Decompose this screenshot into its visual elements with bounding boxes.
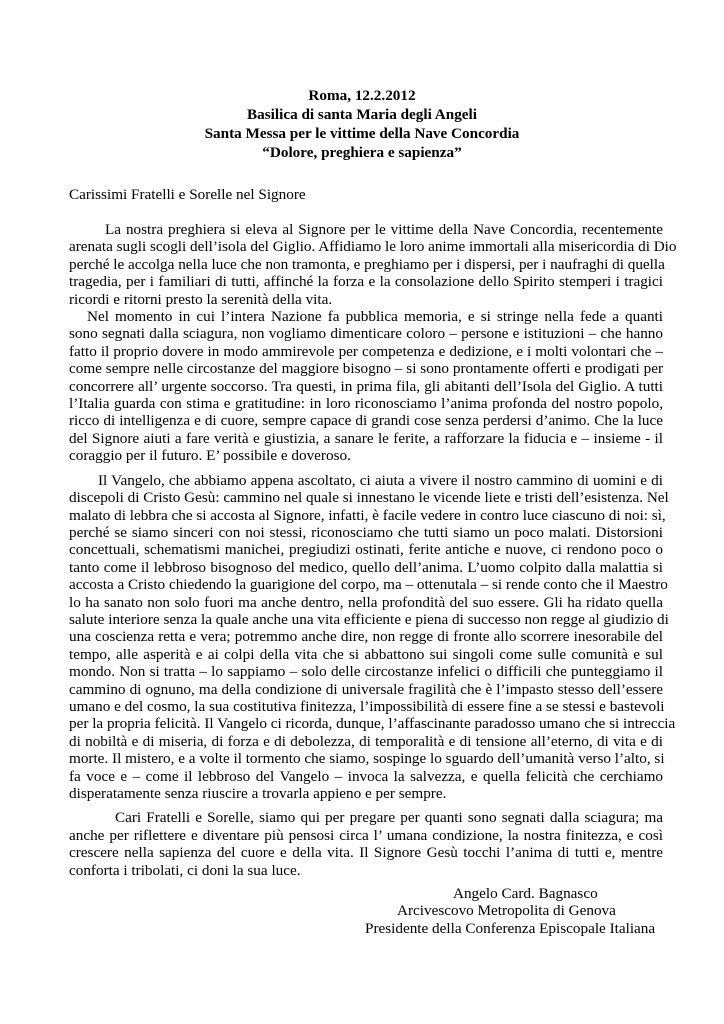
- text-line: tragedia, per i familiari di tutti, affinché la forza e la consolazione dello Spirito stemperi i tragici: [69, 273, 663, 291]
- paragraph-1: [69, 221, 677, 308]
- text-line: arenata sugli scogli dell’isola del Giglio. Affidiamo le loro anime immortali alla misericordia di Dio: [69, 238, 677, 256]
- text-line: perché le accolga nella luce che non tramonta, e preghiamo per i dispersi, per i naufraghi di quella: [69, 255, 665, 273]
- signature-title-president: Presidente della Conferenza Episcopale Italiana: [365, 919, 656, 937]
- header-occasion: Santa Messa per le vittime della Nave Concordia: [204, 125, 520, 142]
- text-line: di nobiltà e di miseria, di forza e di debolezza, di temporalità e di tensione all’eterno, di vita e di: [69, 732, 663, 750]
- text-line: concorrere all’ urgente soccorso. Tra questi, in prima fila, gli abitanti dell’Isola del Giglio. A tutti: [69, 377, 663, 395]
- text-line: come sempre nelle circostanze del maggiore bisogno – si sono prontamente offerti e prodigati per: [69, 360, 663, 378]
- text-line: malato di lebbra che si accosta al Signore, infatti, è facile vedere in contro luce ciascuno di noi: sì,: [69, 506, 666, 524]
- header-theme: “Dolore, preghiera e sapienza”: [262, 144, 462, 161]
- text-line: morte. Il mistero, e a volte il tormento che siamo, sospinge lo sguardo dell’umanità verso l’alto, si: [69, 750, 665, 768]
- text-line: discepoli di Cristo Gesù: cammino nel quale si innestano le vicende liete e tristi dell’esistenza. Nel: [69, 489, 669, 507]
- text-line: tempo, alle asperità e ai colpi della vita che si abbattono sui singoli come sulle comunità e sul: [69, 645, 663, 663]
- text-line: disperatamente senza riuscire a trovarla appieno e per sempre.: [69, 785, 447, 802]
- text-line: lo ha sanato non solo fuori ma anche dentro, nella profondità del suo essere. Gli ha ridato quella: [69, 593, 663, 611]
- letter-body: [69, 221, 677, 879]
- letter-header: [0, 86, 724, 162]
- text-line: cammino di ognuno, ma della condizione di universale fragilità che è l’impasto stesso dell’essere: [69, 680, 663, 698]
- text-line: conforta i tribolati, ci doni la sua luce.: [69, 861, 301, 879]
- text-line: umano e del cosmo, la sua costitutiva finitezza, l’impossibilità di essere fine a se stessi e bastevoli: [69, 697, 665, 715]
- signature-title-archbishop: Arcivescovo Metropolita di Genova: [397, 902, 616, 920]
- paragraph-3: [69, 471, 676, 803]
- text-line: Cari Fratelli e Sorelle, siamo qui per pregare per quanti sono segnati dalla sciagura; ma: [115, 809, 663, 827]
- text-line: ricordi e ritorni presto la serenità della vita.: [69, 290, 333, 308]
- text-line: tanto come il lebbroso bisognoso del medico, quello dell’anima. L’uomo colpito dalla malattia si: [69, 558, 663, 576]
- text-line: salute interiore senza la quale anche una vita efficiente e piena di successo non regge al giudizio di: [69, 610, 669, 628]
- text-line: anche per riflettere e diventare più pensosi circa l’ umana condizione, la nostra finitezza, e così: [69, 826, 663, 844]
- text-line: per la propria felicità. Il Vangelo ci ricorda, dunque, l’affascinante paradosso umano che si intreccia: [69, 715, 676, 733]
- header-venue: Basilica di santa Maria degli Angeli: [247, 106, 477, 123]
- text-line: crescere nella sapienza del cuore e della vita. Il Signore Gesù tocchi l’anima di tutti e, mentre: [69, 844, 663, 862]
- text-line: accosta a Cristo chiedendo la guarigione del corpo, ma – ottenutala – si rende conto che il Maestro: [69, 576, 668, 594]
- text-line: del Signore aiuti a fare verità e giustizia, a sanare le ferite, a rafforzare la fiducia e – insieme - il: [69, 429, 663, 447]
- signature-block: [360, 885, 656, 937]
- signature-name: Angelo Card. Bagnasco: [453, 885, 598, 902]
- text-line: mondo. Non si tratta – lo sappiamo – solo delle circostanze infelici o difficili che punteggiamo il: [69, 663, 663, 681]
- text-line: sono segnati dalla sciagura, non vogliamo dimenticare coloro – persone e istituzioni – che hanno: [69, 325, 663, 343]
- text-line: fatto il proprio dovere in modo ammirevole per competenza e dedizione, e i molti volontari che –: [69, 342, 663, 360]
- text-line: La nostra preghiera si eleva al Signore per le vittime della Nave Concordia, recentemente: [105, 221, 663, 238]
- text-line: ricco di intelligenza e di cuore, sempre capace di grandi cose senza perdersi d’animo. Che la luce: [69, 412, 663, 430]
- paragraph-2: [69, 308, 663, 465]
- text-line: una coscienza retta e vera; potremmo anche dire, non regge di fronte allo scorrere inesorabile del: [69, 628, 663, 646]
- header-date-place: Roma, 12.2.2012: [308, 87, 416, 104]
- text-line: Nel momento in cui l’intera Nazione fa pubblica memoria, e si stringe nella fede a quanti: [87, 308, 663, 326]
- text-line: concettuali, schematismi manichei, pregiudizi ostinati, ferite antiche e nuove, ci rendono poco o: [69, 541, 663, 559]
- text-line: l’Italia guarda con stima e gratitudine: in loro riconosciamo l’anima profonda del nostro popolo,: [69, 395, 663, 413]
- text-line: coraggio per il futuro. E’ possibile e doveroso.: [69, 447, 351, 465]
- text-line: perché se siamo sinceri con noi stessi, riconosciamo che tutti siamo un poco malati. Distorsioni: [69, 523, 663, 541]
- paragraph-4: [69, 809, 663, 879]
- salutation: Carissimi Fratelli e Sorelle nel Signore: [69, 186, 306, 203]
- text-line: Il Vangelo, che abbiamo appena ascoltato, ci aiuta a vivere il nostro cammino di uomini e di: [98, 471, 663, 489]
- text-line: fa voce e – come il lebbroso del Vangelo – invoca la salvezza, e quella felicità che cerchiamo: [69, 767, 663, 785]
